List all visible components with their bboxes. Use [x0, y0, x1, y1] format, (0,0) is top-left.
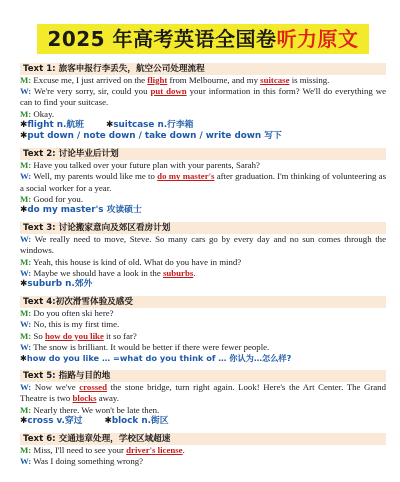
speaker-w: W: — [20, 234, 32, 245]
star-icon: ✱ — [105, 119, 114, 130]
dialogue-text: Okay. — [31, 108, 55, 119]
keyword: suitcase — [260, 75, 290, 85]
dialogue-text: Maybe we should have a look in the — [31, 267, 163, 278]
section-heading: Text 2: 讨论毕业后计划 — [20, 148, 386, 160]
vocab-item: block n.街区 — [111, 415, 169, 426]
dialogue-text: after graduation. I'm thinking of volunteering as a social worker for a year. — [20, 171, 387, 193]
dialogue-line — [20, 319, 386, 330]
star-icon: ✱ — [20, 353, 27, 364]
section-heading: Text 5: 指路与目的地 — [20, 370, 386, 382]
vocab-note — [20, 131, 386, 142]
dialogue-line — [20, 234, 386, 256]
vocab-item: flight n.航班 — [27, 119, 84, 130]
keyword: put down — [150, 86, 187, 97]
dialogue-text: Now we've — [31, 382, 80, 393]
keyword: suburbs — [162, 267, 194, 278]
vocab-item: cross v.穿过 — [27, 415, 83, 426]
dialogue-line — [20, 382, 386, 404]
vocab-item: do my master's 攻读硕士 — [27, 205, 142, 216]
speaker-w: W: — [20, 341, 32, 352]
dialogue-text: Nearly there. We won't be late then. — [31, 404, 160, 415]
vocab-item: put down / note down / take down / write down 写下 — [27, 131, 282, 142]
speaker-m: M: — [20, 108, 32, 119]
speaker-m: M: — [20, 160, 32, 171]
keyword: driver's license — [126, 445, 183, 456]
keyword: do my master's — [157, 171, 215, 182]
dialogue-line — [20, 456, 386, 467]
keyword: crossed — [79, 382, 107, 393]
speaker-w: W: — [20, 382, 32, 393]
page-title — [37, 24, 368, 54]
star-icon: ✱ — [20, 279, 28, 290]
vocab-item: how do you like … =what do you think of … 你认为…怎么样? — [26, 353, 292, 364]
speaker-w: W: — [20, 456, 32, 467]
dialogue-text: from Melbourne, and my — [167, 75, 261, 85]
vocab-note — [20, 205, 386, 216]
dialogue-line — [20, 268, 386, 279]
title-banner — [20, 24, 386, 58]
dialogue-text: Excuse me, I just arrived on the — [31, 75, 148, 85]
dialogue-text: away. — [96, 393, 119, 404]
dialogue-text: the stone bridge, turn right again. Look! Here's the Art Center. The Grand Theatre is two — [20, 382, 386, 404]
dialogue-line — [20, 308, 386, 319]
section-heading: Text 3: 讨论搬家意向及郊区看房计划 — [20, 222, 386, 234]
speaker-m: M: — [20, 330, 32, 341]
dialogue-text: No, this is my first time. — [31, 319, 120, 330]
star-icon: ✱ — [104, 415, 112, 426]
keyword: flight — [147, 75, 168, 85]
speaker-m: M: — [20, 445, 32, 456]
keyword: blocks — [72, 393, 97, 404]
dialogue-line — [20, 331, 386, 342]
dialogue-text: The snow is brilliant. It would be better if there were fewer people. — [31, 341, 270, 352]
dialogue-line — [20, 171, 386, 193]
dialogue-text: Yeah, this house is kind of old. What do you have in mind? — [31, 256, 242, 267]
dialogue-text: Well, my parents would like me to — [31, 171, 158, 182]
dialogue-line — [20, 445, 386, 456]
speaker-m: M: — [20, 404, 32, 415]
dialogue-text: Was I doing something wrong? — [31, 456, 144, 467]
dialogue-text: . — [182, 445, 185, 456]
dialogue-text: Good for you. — [31, 193, 84, 204]
star-icon: ✱ — [20, 131, 28, 142]
vocab-note — [20, 279, 386, 290]
dialogue-text: your information in this form? We'll do everything we can to find your suitcase. — [20, 86, 387, 108]
text-4-section — [20, 296, 386, 364]
dialogue-line — [20, 405, 386, 416]
dialogue-line — [20, 194, 386, 205]
dialogue-line — [20, 75, 386, 86]
dialogue-line — [20, 109, 386, 120]
vocab-note — [20, 353, 386, 364]
dialogue-text: . — [193, 267, 196, 278]
dialogue-line — [20, 160, 386, 171]
star-icon: ✱ — [20, 415, 28, 426]
text-3-section — [20, 222, 386, 290]
vocab-note — [20, 120, 386, 131]
dialogue-text: is missing. — [289, 75, 330, 85]
dialogue-text: So — [31, 330, 45, 341]
speaker-m: M: — [20, 308, 32, 319]
speaker-w: W: — [20, 319, 32, 330]
speaker-m: M: — [20, 256, 32, 267]
speaker-m: M: — [20, 193, 32, 204]
dialogue-text: We're very sorry, sir, could you — [31, 86, 151, 97]
dialogue-line — [20, 257, 386, 268]
dialogue-text: Do you often ski here? — [31, 308, 114, 319]
title-prefix: 2025 年高考英语全国卷 — [47, 27, 277, 51]
speaker-w: W: — [20, 267, 32, 278]
speaker-w: W: — [20, 171, 32, 182]
text-5-section — [20, 370, 386, 427]
dialogue-text: We really need to move, Steve. So many cars go by every day and no sun comes through the windows. — [20, 234, 386, 256]
vocab-note — [20, 416, 386, 427]
star-icon: ✱ — [20, 205, 28, 216]
dialogue-line — [20, 86, 386, 108]
dialogue-text: Miss, I'll need to see your — [31, 445, 127, 456]
section-heading: Text 6: 交通违章处理，学校区域超速 — [20, 433, 386, 445]
dialogue-text: Have you talked over your future plan with your parents, Sarah? — [31, 160, 260, 171]
text-6-section — [20, 433, 386, 467]
speaker-m: M: — [20, 75, 32, 85]
keyword: how do you like — [44, 330, 104, 341]
dialogue-text: it so far? — [103, 330, 137, 341]
section-heading: Text 4:初次滑雪体验及感受 — [20, 296, 386, 308]
vocab-item: suitcase n.行李箱 — [113, 119, 194, 130]
title-suffix: 听力原文 — [276, 27, 359, 51]
dialogue-line — [20, 342, 386, 353]
text-1-section — [20, 63, 386, 142]
vocab-item: suburb n.郊外 — [27, 279, 93, 290]
star-icon: ✱ — [20, 119, 28, 130]
speaker-w: W: — [20, 86, 32, 97]
text-2-section — [20, 148, 386, 216]
section-heading: Text 1: 旅客申报行李丢失，航空公司处理流程 — [20, 63, 386, 75]
